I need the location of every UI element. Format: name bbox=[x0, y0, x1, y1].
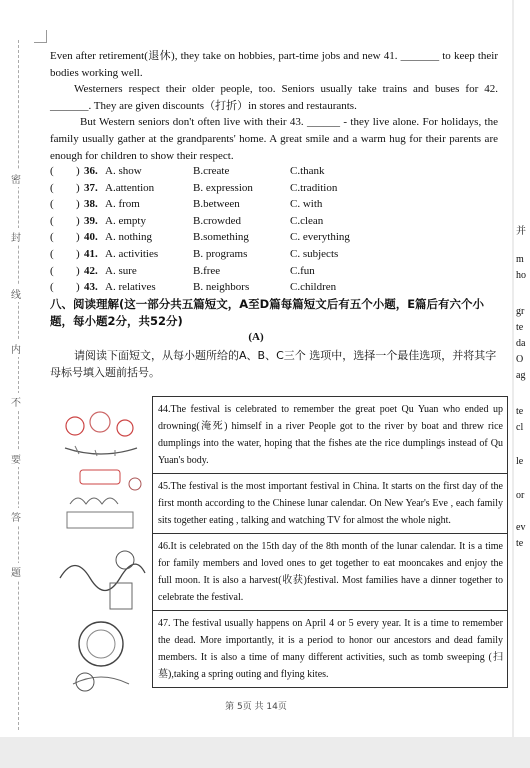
section-title: 八、阅读理解(这一部分共五篇短文，A至D篇每篇短文后有五个小题，E篇后有六个小题，每小题2分，共52分) bbox=[50, 297, 485, 328]
option-a: A. nothing bbox=[105, 231, 153, 244]
paren-open: ( bbox=[50, 231, 54, 244]
item-45: 45.The festival is the most important festival in China. It starts on the first day of the first month according to the Chinese lunar calendar. On New Year's Eve , each family sits together eating , talking and watching TV for almost the whole night. bbox=[153, 474, 507, 534]
next-page-fragment: ev bbox=[516, 522, 526, 533]
item-46: 46.It is celebrated on the 15th day of the 8th month of the lunar calendar. It is a time for family members and loved ones to get together to eat mooncakes and enjoy the full moon. It is also a harvest(收获)festival. Most families have a dinner together to celebrate the festival. bbox=[153, 534, 507, 611]
question-number: 43. bbox=[84, 281, 98, 294]
margin-char: 线 bbox=[11, 285, 21, 302]
festival-table bbox=[152, 396, 508, 688]
question-number: 39. bbox=[84, 214, 98, 227]
next-page-fragment: cl bbox=[516, 422, 524, 433]
next-page-fragment: le bbox=[516, 456, 524, 467]
next-page-fragment: or bbox=[516, 490, 525, 501]
paren-close: ) bbox=[76, 248, 80, 260]
passage-para-3: But Western seniors don't often live with their 43. ______ - they live alone. For holidays, the family usually gather at the grandparents' home. A great smile and a warm hug for their parents are enough for children to show their respect. bbox=[50, 116, 498, 162]
passage-para-2: Westerners respect their older people, too. Seniors usually take trains and buses for 42. _______. They are given discounts（打折）in stores and restaurants. bbox=[50, 83, 498, 112]
option-b: B. programs bbox=[193, 248, 248, 260]
next-page-edge bbox=[514, 0, 530, 737]
question-number: 41. bbox=[84, 248, 98, 260]
question-number: 42. bbox=[84, 264, 98, 277]
margin-char: 要 bbox=[11, 450, 21, 467]
next-page-fragment: O bbox=[516, 354, 524, 365]
margin-char: 封 bbox=[11, 228, 21, 245]
option-a: A. relatives bbox=[105, 281, 156, 294]
next-page-fragment: da bbox=[516, 338, 526, 349]
paren-close: ) bbox=[76, 165, 80, 177]
option-b: B.free bbox=[193, 264, 221, 277]
paren-open: ( bbox=[50, 248, 54, 260]
option-b: B. expression bbox=[193, 181, 253, 194]
next-page-fragment: ho bbox=[516, 270, 526, 281]
paren-close: ) bbox=[76, 214, 80, 227]
question-number: 38. bbox=[84, 198, 98, 211]
option-c: C. with bbox=[290, 198, 323, 211]
question-number: 37. bbox=[84, 181, 98, 194]
option-c: C.fun bbox=[290, 264, 315, 277]
next-page-fragment: te bbox=[516, 538, 524, 549]
margin-char: 密 bbox=[11, 170, 21, 187]
next-page-fragment: ag bbox=[516, 370, 526, 381]
passage-text bbox=[50, 48, 498, 164]
option-c: C.thank bbox=[290, 165, 325, 177]
question-number: 40. bbox=[84, 231, 98, 244]
lantern-dragon-icon bbox=[55, 538, 147, 618]
option-b: B.crowded bbox=[193, 214, 241, 227]
paren-open: ( bbox=[50, 214, 54, 227]
paren-close: ) bbox=[76, 281, 80, 294]
next-page-fragment: 并 bbox=[516, 226, 526, 237]
item-44: 44.The festival is celebrated to remember the great poet Qu Yuan who ended up drowning(淹死) himself in a river People got to the river by boat and threw rice dumplings into the water, hoping that the fishes ate the rice dumplings instead of Qu Yuan's body. bbox=[153, 397, 507, 474]
passage-para-1: Even after retirement(退休), they take on hobbies, part-time jobs and new 41. _______ to keep their bodies working well. bbox=[50, 50, 498, 79]
option-b: B.create bbox=[193, 165, 230, 177]
paren-close: ) bbox=[76, 181, 80, 194]
margin-char: 答 bbox=[11, 508, 21, 525]
spring-festival-icon bbox=[55, 464, 147, 536]
next-page-fragment: te bbox=[516, 322, 524, 333]
page-footer: 第 5页 共 14页 bbox=[225, 702, 287, 712]
paren-open: ( bbox=[50, 264, 54, 277]
mooncake-icon bbox=[55, 616, 147, 696]
option-a: A. empty bbox=[105, 214, 146, 227]
instruction-text: 请阅读下面短文，从每小题所给的A、B、C三个 选项中，选择一个最佳选项，并将其字母标号填入题前括号。 bbox=[50, 349, 497, 379]
paren-close: ) bbox=[76, 231, 80, 244]
margin-char: 题 bbox=[11, 563, 21, 580]
part-label: (A) bbox=[248, 331, 264, 343]
option-c: C.tradition bbox=[290, 181, 338, 194]
paren-close: ) bbox=[76, 198, 80, 211]
item-47: 47. The festival usually happens on April 4 or 5 every year. It is a time to remember the dead. More importantly, it is a period to honor our ancestors and dead family members. It is also a time of many different activities, such as tomb sweeping (扫墓),taking a spring outing and flying kites. bbox=[158, 618, 503, 680]
binding-line bbox=[18, 40, 19, 730]
option-c: C. everything bbox=[290, 231, 350, 244]
option-a: A. sure bbox=[105, 264, 137, 277]
option-a: A. from bbox=[105, 198, 140, 211]
paren-open: ( bbox=[50, 165, 54, 177]
option-c: C.children bbox=[290, 281, 337, 294]
question-number: 36. bbox=[84, 165, 98, 177]
dragon-boat-icon bbox=[55, 398, 147, 468]
option-b: B. neighbors bbox=[193, 281, 250, 294]
option-a: A.attention bbox=[105, 181, 155, 194]
festival-illustrations bbox=[55, 398, 147, 693]
margin-char: 不 bbox=[11, 393, 21, 410]
paren-open: ( bbox=[50, 281, 54, 294]
crop-mark bbox=[34, 30, 47, 43]
paren-close: ) bbox=[76, 264, 80, 277]
next-page-fragment: te bbox=[516, 406, 524, 417]
next-page-fragment: m bbox=[516, 254, 524, 265]
paren-open: ( bbox=[50, 198, 54, 211]
option-b: B.between bbox=[193, 198, 240, 211]
paren-open: ( bbox=[50, 181, 54, 194]
margin-char: 内 bbox=[11, 340, 21, 357]
option-c: C. subjects bbox=[290, 248, 339, 260]
option-a: A. show bbox=[105, 165, 142, 177]
next-page-fragment: gr bbox=[516, 306, 525, 317]
option-b: B.something bbox=[193, 231, 249, 244]
option-a: A. activities bbox=[105, 248, 159, 260]
option-c: C.clean bbox=[290, 214, 324, 227]
